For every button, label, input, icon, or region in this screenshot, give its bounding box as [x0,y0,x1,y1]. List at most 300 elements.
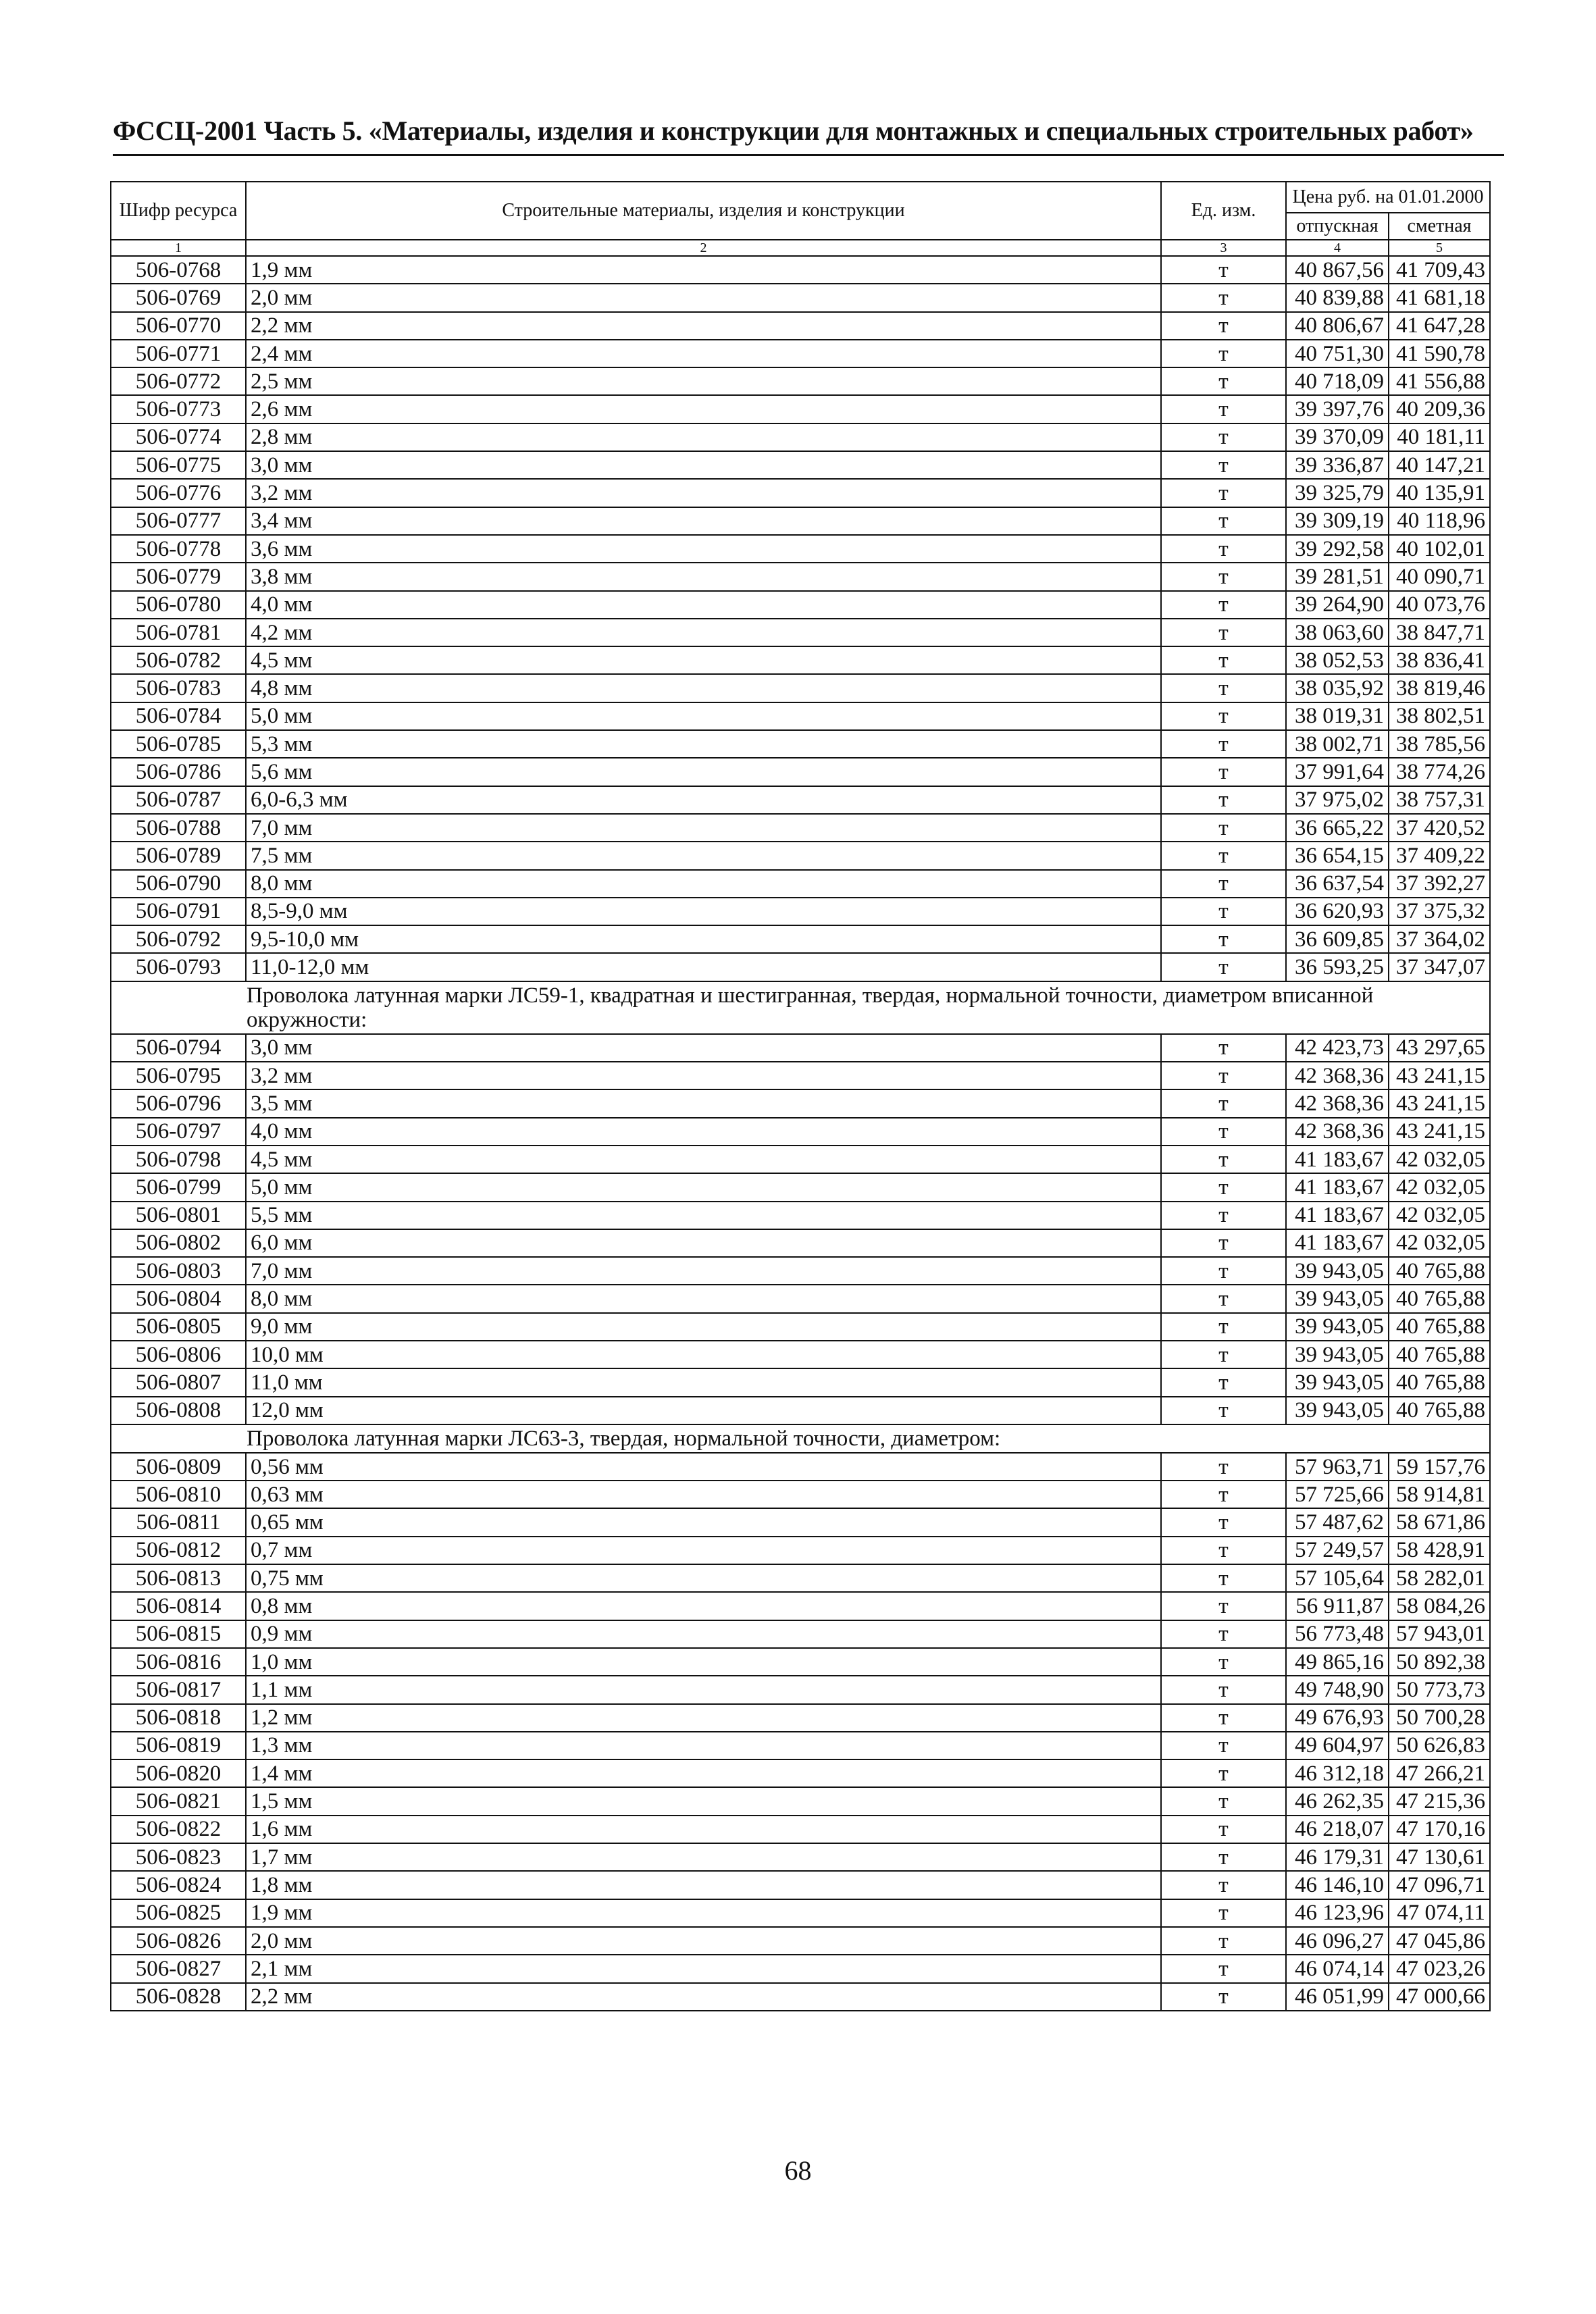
release-price: 36 665,22 [1286,814,1389,842]
estimate-price: 50 892,38 [1389,1648,1490,1676]
column-number: 1 [111,240,246,256]
table-row [111,1816,1490,1843]
material-name: 9,0 мм [246,1313,1161,1341]
unit-of-measure: т [1161,1453,1286,1481]
unit-of-measure: т [1161,1397,1286,1424]
estimate-price: 47 000,66 [1389,1983,1490,2011]
resource-code: 506-0823 [111,1843,246,1871]
estimate-price: 42 032,05 [1389,1146,1490,1173]
release-price: 49 865,16 [1286,1648,1389,1676]
table-row [111,925,1490,953]
material-name: 5,5 мм [246,1202,1161,1229]
table-row [111,256,1490,284]
unit-of-measure: т [1161,284,1286,311]
resource-code: 506-0818 [111,1704,246,1732]
resource-code: 506-0804 [111,1285,246,1312]
estimate-price: 37 409,22 [1389,842,1490,869]
release-price: 38 002,71 [1286,730,1389,758]
estimate-price: 41 709,43 [1389,256,1490,284]
estimate-price: 47 023,26 [1389,1955,1490,1982]
estimate-price: 50 773,73 [1389,1676,1490,1703]
release-price: 39 309,19 [1286,507,1389,535]
resource-code: 506-0825 [111,1899,246,1927]
estimate-price: 38 802,51 [1389,702,1490,730]
release-price: 39 264,90 [1286,591,1389,619]
material-name: 2,8 мм [246,423,1161,451]
release-price: 40 806,67 [1286,312,1389,340]
unit-of-measure: т [1161,1899,1286,1927]
unit-of-measure: т [1161,1257,1286,1285]
release-price: 57 487,62 [1286,1508,1389,1536]
unit-of-measure: т [1161,1202,1286,1229]
resource-code: 506-0793 [111,953,246,981]
material-name: 1,6 мм [246,1816,1161,1843]
material-name: 2,2 мм [246,1983,1161,2011]
material-name: 10,0 мм [246,1341,1161,1368]
estimate-price: 41 556,88 [1389,367,1490,395]
resource-code: 506-0805 [111,1313,246,1341]
resource-code: 506-0784 [111,702,246,730]
resource-code: 506-0769 [111,284,246,311]
table-row [111,1787,1490,1815]
estimate-price: 40 073,76 [1389,591,1490,619]
unit-of-measure: т [1161,1229,1286,1257]
release-price: 46 051,99 [1286,1983,1389,2011]
table-row [111,479,1490,507]
release-price: 38 019,31 [1286,702,1389,730]
table-row [111,1592,1490,1620]
resource-code: 506-0794 [111,1034,246,1062]
table-row [111,1062,1490,1089]
material-name: 1,0 мм [246,1648,1161,1676]
resource-code: 506-0790 [111,870,246,898]
resource-code: 506-0808 [111,1397,246,1424]
unit-of-measure: т [1161,563,1286,590]
table-row [111,814,1490,842]
estimate-price: 40 090,71 [1389,563,1490,590]
release-price: 40 718,09 [1286,367,1389,395]
resource-code: 506-0824 [111,1871,246,1899]
table-row [111,1508,1490,1536]
release-price: 37 975,02 [1286,786,1389,814]
estimate-price: 58 428,91 [1389,1537,1490,1564]
unit-of-measure: т [1161,1955,1286,1982]
unit-of-measure: т [1161,1816,1286,1843]
table-row [111,1983,1490,2011]
release-price: 37 991,64 [1286,758,1389,786]
material-name: 3,2 мм [246,479,1161,507]
unit-of-measure: т [1161,1118,1286,1146]
resource-code: 506-0821 [111,1787,246,1815]
material-name: 5,0 мм [246,1173,1161,1201]
estimate-price: 40 765,88 [1389,1368,1490,1396]
table-body [111,256,1490,2011]
unit-of-measure: т [1161,1564,1286,1592]
unit-of-measure: т [1161,1787,1286,1815]
release-price: 57 105,64 [1286,1564,1389,1592]
estimate-price: 47 266,21 [1389,1759,1490,1787]
material-name: 4,0 мм [246,591,1161,619]
resource-code: 506-0772 [111,367,246,395]
material-name: 12,0 мм [246,1397,1161,1424]
release-price: 39 943,05 [1286,1285,1389,1312]
release-price: 56 911,87 [1286,1592,1389,1620]
unit-of-measure: т [1161,786,1286,814]
material-name: 2,5 мм [246,367,1161,395]
table-row [111,1202,1490,1229]
table-row [111,284,1490,311]
table-row [111,1285,1490,1312]
table-row [111,451,1490,479]
estimate-price: 38 785,56 [1389,730,1490,758]
release-price: 46 146,10 [1286,1871,1389,1899]
table-row [111,535,1490,563]
unit-of-measure: т [1161,953,1286,981]
resource-code: 506-0789 [111,842,246,869]
table-row [111,1341,1490,1368]
resource-code: 506-0796 [111,1089,246,1117]
release-price: 40 867,56 [1286,256,1389,284]
release-price: 36 593,25 [1286,953,1389,981]
resource-code: 506-0828 [111,1983,246,2011]
unit-of-measure: т [1161,591,1286,619]
release-price: 36 654,15 [1286,842,1389,869]
resource-code: 506-0777 [111,507,246,535]
column-numbers-row [111,240,1490,256]
release-price: 49 676,93 [1286,1704,1389,1732]
resource-code: 506-0780 [111,591,246,619]
estimate-price: 40 209,36 [1389,395,1490,423]
material-name: 9,5-10,0 мм [246,925,1161,953]
column-number: 4 [1286,240,1389,256]
table-row [111,395,1490,423]
release-price: 57 249,57 [1286,1537,1389,1564]
resource-code: 506-0771 [111,340,246,367]
estimate-price: 43 297,65 [1389,1034,1490,1062]
release-price: 38 052,53 [1286,646,1389,674]
unit-of-measure: т [1161,870,1286,898]
unit-of-measure: т [1161,395,1286,423]
table-row [111,591,1490,619]
material-name: 0,63 мм [246,1481,1161,1508]
material-name: 1,9 мм [246,1899,1161,1927]
resource-code: 506-0813 [111,1564,246,1592]
release-price: 39 281,51 [1286,563,1389,590]
material-name: 8,0 мм [246,1285,1161,1312]
table-row [111,1732,1490,1759]
material-name: 1,8 мм [246,1871,1161,1899]
estimate-price: 42 032,05 [1389,1229,1490,1257]
material-name: 5,6 мм [246,758,1161,786]
material-name: 8,0 мм [246,870,1161,898]
release-price: 39 292,58 [1286,535,1389,563]
estimate-price: 42 032,05 [1389,1202,1490,1229]
col-header-price-estimate: сметная [1389,213,1490,240]
material-name: 2,1 мм [246,1955,1161,1982]
section-title: Проволока латунная марки ЛС63-3, твердая, нормальной точности, диаметром: [111,1424,1490,1453]
release-price: 57 725,66 [1286,1481,1389,1508]
estimate-price: 37 375,32 [1389,898,1490,925]
resource-code: 506-0774 [111,423,246,451]
estimate-price: 40 147,21 [1389,451,1490,479]
release-price: 57 963,71 [1286,1453,1389,1481]
unit-of-measure: т [1161,842,1286,869]
resource-code: 506-0787 [111,786,246,814]
resource-code: 506-0816 [111,1648,246,1676]
release-price: 39 370,09 [1286,423,1389,451]
unit-of-measure: т [1161,1034,1286,1062]
table-row [111,674,1490,702]
estimate-price: 50 626,83 [1389,1732,1490,1759]
resource-code: 506-0795 [111,1062,246,1089]
unit-of-measure: т [1161,898,1286,925]
unit-of-measure: т [1161,1508,1286,1536]
material-name: 0,56 мм [246,1453,1161,1481]
resource-code: 506-0819 [111,1732,246,1759]
unit-of-measure: т [1161,1732,1286,1759]
release-price: 39 943,05 [1286,1341,1389,1368]
unit-of-measure: т [1161,925,1286,953]
table-row [111,1453,1490,1481]
unit-of-measure: т [1161,507,1286,535]
unit-of-measure: т [1161,1062,1286,1089]
material-name: 6,0 мм [246,1229,1161,1257]
col-header-price: Цена руб. на 01.01.2000 [1286,182,1490,213]
estimate-price: 40 765,88 [1389,1313,1490,1341]
resource-code: 506-0809 [111,1453,246,1481]
table-row [111,367,1490,395]
estimate-price: 57 943,01 [1389,1620,1490,1648]
material-name: 4,0 мм [246,1118,1161,1146]
table-row [111,563,1490,590]
estimate-price: 40 118,96 [1389,507,1490,535]
material-name: 3,0 мм [246,451,1161,479]
release-price: 36 620,93 [1286,898,1389,925]
estimate-price: 37 364,02 [1389,925,1490,953]
table-row [111,1146,1490,1173]
table-row [111,1368,1490,1396]
table-row [111,312,1490,340]
resource-code: 506-0770 [111,312,246,340]
unit-of-measure: т [1161,1173,1286,1201]
page-number: 68 [784,2155,812,2186]
resource-code: 506-0781 [111,619,246,646]
resource-code: 506-0776 [111,479,246,507]
estimate-price: 40 765,88 [1389,1257,1490,1285]
resource-code: 506-0814 [111,1592,246,1620]
table-row [111,786,1490,814]
resource-code: 506-0817 [111,1676,246,1703]
table-row [111,842,1490,869]
material-name: 8,5-9,0 мм [246,898,1161,925]
material-name: 3,8 мм [246,563,1161,590]
table-row [111,1759,1490,1787]
table-row [111,1397,1490,1424]
unit-of-measure: т [1161,1146,1286,1173]
release-price: 46 312,18 [1286,1759,1389,1787]
table-row [111,1843,1490,1871]
table-row [111,1537,1490,1564]
table-row [111,1229,1490,1257]
estimate-price: 40 102,01 [1389,535,1490,563]
unit-of-measure: т [1161,730,1286,758]
release-price: 49 604,97 [1286,1732,1389,1759]
material-name: 4,5 мм [246,646,1161,674]
table-row [111,702,1490,730]
unit-of-measure: т [1161,1481,1286,1508]
col-header-unit: Ед. изм. [1161,182,1286,240]
material-name: 11,0 мм [246,1368,1161,1396]
col-header-price-release: отпускная [1286,213,1389,240]
unit-of-measure: т [1161,1843,1286,1871]
estimate-price: 40 765,88 [1389,1341,1490,1368]
material-name: 5,0 мм [246,702,1161,730]
unit-of-measure: т [1161,423,1286,451]
unit-of-measure: т [1161,535,1286,563]
unit-of-measure: т [1161,814,1286,842]
material-name: 6,0-6,3 мм [246,786,1161,814]
table-row [111,1564,1490,1592]
estimate-price: 40 765,88 [1389,1285,1490,1312]
estimate-price: 58 084,26 [1389,1592,1490,1620]
unit-of-measure: т [1161,1089,1286,1117]
table-row [111,1676,1490,1703]
estimate-price: 38 847,71 [1389,619,1490,646]
estimate-price: 47 215,36 [1389,1787,1490,1815]
estimate-price: 59 157,76 [1389,1453,1490,1481]
release-price: 36 637,54 [1286,870,1389,898]
unit-of-measure: т [1161,1537,1286,1564]
header-rule [113,154,1504,156]
estimate-price: 38 774,26 [1389,758,1490,786]
material-name: 4,5 мм [246,1146,1161,1173]
resource-code: 506-0822 [111,1816,246,1843]
resource-code: 506-0768 [111,256,246,284]
material-name: 2,2 мм [246,312,1161,340]
material-name: 5,3 мм [246,730,1161,758]
table-row [111,758,1490,786]
resource-code: 506-0820 [111,1759,246,1787]
unit-of-measure: т [1161,367,1286,395]
material-name: 3,2 мм [246,1062,1161,1089]
resource-code: 506-0782 [111,646,246,674]
release-price: 39 943,05 [1286,1313,1389,1341]
table-row [111,1313,1490,1341]
col-header-code [111,182,246,240]
unit-of-measure: т [1161,1648,1286,1676]
material-name: 0,7 мм [246,1537,1161,1564]
release-price: 42 368,36 [1286,1062,1389,1089]
column-number: 2 [246,240,1161,256]
material-name: 1,7 мм [246,1843,1161,1871]
release-price: 46 218,07 [1286,1816,1389,1843]
material-name: 3,0 мм [246,1034,1161,1062]
release-price: 38 035,92 [1286,674,1389,702]
unit-of-measure: т [1161,1592,1286,1620]
estimate-price: 43 241,15 [1389,1062,1490,1089]
table-row [111,507,1490,535]
material-name: 2,0 мм [246,284,1161,311]
release-price: 41 183,67 [1286,1146,1389,1173]
unit-of-measure: т [1161,1983,1286,2011]
release-price: 41 183,67 [1286,1202,1389,1229]
estimate-price: 37 347,07 [1389,953,1490,981]
material-name: 0,75 мм [246,1564,1161,1592]
estimate-price: 37 420,52 [1389,814,1490,842]
table-row [111,646,1490,674]
estimate-price: 38 819,46 [1389,674,1490,702]
column-number: 5 [1389,240,1490,256]
resource-code: 506-0826 [111,1927,246,1955]
release-price: 49 748,90 [1286,1676,1389,1703]
estimate-price: 40 135,91 [1389,479,1490,507]
resource-code: 506-0779 [111,563,246,590]
estimate-price: 50 700,28 [1389,1704,1490,1732]
resource-code: 506-0773 [111,395,246,423]
release-price: 46 179,31 [1286,1843,1389,1871]
estimate-price: 38 757,31 [1389,786,1490,814]
estimate-price: 47 074,11 [1389,1899,1490,1927]
estimate-price: 58 914,81 [1389,1481,1490,1508]
estimate-price: 47 045,86 [1389,1927,1490,1955]
release-price: 46 096,27 [1286,1927,1389,1955]
estimate-price: 40 765,88 [1389,1397,1490,1424]
release-price: 40 751,30 [1286,340,1389,367]
unit-of-measure: т [1161,1341,1286,1368]
table-row [111,340,1490,367]
col-header-name: Строительные материалы, изделия и конструкции [246,182,1161,240]
table-row [111,423,1490,451]
estimate-price: 41 681,18 [1389,284,1490,311]
estimate-price: 47 130,61 [1389,1843,1490,1871]
table-row [111,1118,1490,1146]
estimate-price: 43 241,15 [1389,1089,1490,1117]
estimate-price: 47 170,16 [1389,1816,1490,1843]
unit-of-measure: т [1161,1871,1286,1899]
unit-of-measure: т [1161,1285,1286,1312]
release-price: 39 943,05 [1286,1368,1389,1396]
resource-code: 506-0812 [111,1537,246,1564]
unit-of-measure: т [1161,451,1286,479]
unit-of-measure: т [1161,1620,1286,1648]
resource-code: 506-0778 [111,535,246,563]
release-price: 39 943,05 [1286,1257,1389,1285]
table-row [111,953,1490,981]
estimate-price: 41 590,78 [1389,340,1490,367]
estimate-price: 40 181,11 [1389,423,1490,451]
material-name: 0,9 мм [246,1620,1161,1648]
material-name: 0,65 мм [246,1508,1161,1536]
unit-of-measure: т [1161,312,1286,340]
section-header-row [111,981,1490,1034]
resource-code: 506-0803 [111,1257,246,1285]
table-row [111,1481,1490,1508]
table-row [111,1620,1490,1648]
unit-of-measure: т [1161,1676,1286,1703]
table-row [111,1955,1490,1982]
table-row [111,1899,1490,1927]
estimate-price: 43 241,15 [1389,1118,1490,1146]
price-table [110,181,1491,2011]
material-name: 7,0 мм [246,814,1161,842]
unit-of-measure: т [1161,702,1286,730]
resource-code: 506-0786 [111,758,246,786]
resource-code: 506-0802 [111,1229,246,1257]
unit-of-measure: т [1161,340,1286,367]
section-header-row [111,1424,1490,1453]
material-name: 0,8 мм [246,1592,1161,1620]
release-price: 36 609,85 [1286,925,1389,953]
